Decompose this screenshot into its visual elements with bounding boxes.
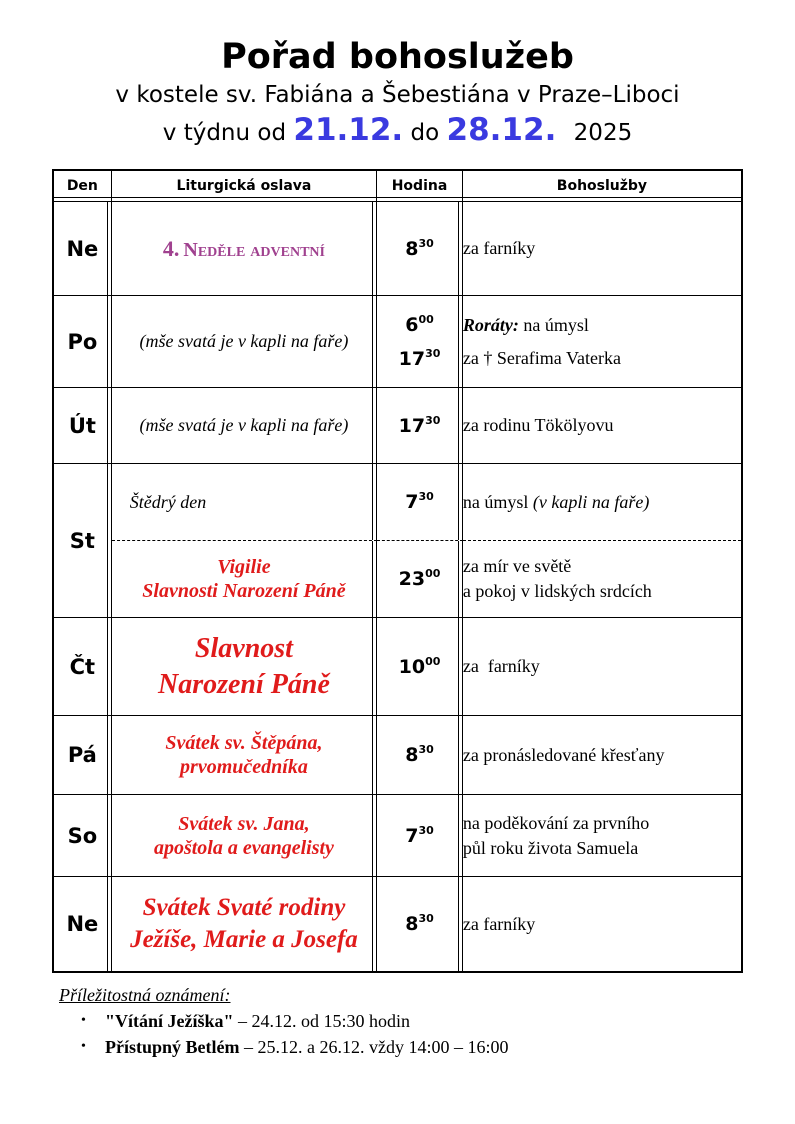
celebration-cell bbox=[112, 716, 377, 795]
time-cell bbox=[377, 877, 463, 971]
service-line bbox=[463, 313, 741, 338]
service-line: za mír ve světě bbox=[462, 556, 572, 576]
time-minute: 30 bbox=[418, 743, 434, 756]
celebration-number: 4. bbox=[162, 235, 180, 261]
time-minute: 30 bbox=[425, 346, 441, 360]
service-cell: za farníky bbox=[462, 913, 536, 934]
time-hour: 23 bbox=[398, 568, 426, 590]
bullet-icon: • bbox=[81, 1039, 86, 1054]
service-cell: za rodinu Tökölyovu bbox=[463, 388, 741, 464]
time-hour: 10 bbox=[398, 655, 426, 678]
table-row bbox=[54, 464, 741, 541]
date-from: 21.12. bbox=[293, 112, 404, 148]
celebration-line: Slavnost bbox=[194, 632, 293, 664]
time-line bbox=[377, 310, 462, 340]
time-minute: 00 bbox=[418, 312, 434, 326]
time-minute: 00 bbox=[425, 567, 441, 580]
service-note: (v kapli na faře) bbox=[532, 491, 650, 512]
column-header-day: Den bbox=[54, 171, 112, 202]
day-cell: So bbox=[54, 795, 112, 877]
time-minute: 30 bbox=[425, 413, 441, 427]
day-cell: Čt bbox=[54, 618, 112, 716]
time-cell bbox=[377, 464, 463, 541]
celebration-line: Vigilie bbox=[217, 556, 271, 578]
service-cell bbox=[463, 541, 741, 618]
celebration-cell bbox=[112, 202, 377, 296]
announcements-title: Příležitostná oznámení: bbox=[59, 985, 231, 1005]
day-cell: St bbox=[54, 464, 112, 618]
time-minute: 30 bbox=[418, 236, 434, 250]
service-line: na poděkování za prvního bbox=[462, 812, 650, 833]
time-line bbox=[377, 344, 462, 374]
time-hour: 8 bbox=[405, 237, 419, 260]
celebration-line: Svátek Svaté rodiny bbox=[142, 894, 346, 921]
table-row bbox=[54, 618, 741, 716]
celebration-cell bbox=[112, 541, 377, 618]
time-hour: 6 bbox=[405, 313, 419, 336]
day-cell: Ne bbox=[54, 202, 112, 296]
time-minute: 30 bbox=[418, 912, 434, 925]
time-hour: 7 bbox=[405, 824, 419, 847]
service-line: za † Serafima Vaterka bbox=[462, 347, 621, 368]
announcement-text: – 24.12. od 15:30 hodin bbox=[233, 1011, 411, 1031]
time-hour: 17 bbox=[398, 347, 426, 370]
celebration-line: Narození Páně bbox=[157, 668, 330, 700]
date-middle: do bbox=[410, 120, 440, 146]
time-hour: 7 bbox=[405, 491, 419, 513]
service-label: Roráty: bbox=[462, 314, 519, 335]
celebration-text: (mše svatá je v kapli na faře) bbox=[139, 415, 349, 435]
celebration-line: Svátek sv. Jana, bbox=[178, 812, 310, 835]
table-header-row bbox=[54, 171, 741, 202]
time-minute: 00 bbox=[425, 654, 441, 668]
time-hour: 17 bbox=[398, 414, 426, 437]
day-cell: Po bbox=[54, 296, 112, 388]
celebration-text: (mše svatá je v kapli na faře) bbox=[139, 331, 349, 351]
table-row bbox=[54, 388, 741, 464]
day-cell: Pá bbox=[54, 716, 112, 795]
time-minute: 30 bbox=[418, 823, 434, 837]
week-prefix: v týdnu od bbox=[162, 120, 287, 146]
table-row bbox=[54, 877, 741, 971]
church-subtitle: v kostele sv. Fabiána a Šebestiána v Praze–Liboci bbox=[115, 82, 680, 108]
time-minute: 30 bbox=[418, 490, 434, 503]
day-cell: Út bbox=[54, 388, 112, 464]
time-cell bbox=[377, 541, 463, 618]
service-text: na úmysl bbox=[518, 314, 589, 335]
announcements bbox=[59, 985, 508, 1060]
celebration-cell bbox=[112, 464, 377, 541]
table-row bbox=[54, 541, 741, 618]
time-hour: 8 bbox=[405, 913, 419, 935]
announcement-bold: Přístupný Betlém bbox=[105, 1037, 240, 1057]
service-cell: za farníky bbox=[463, 202, 741, 296]
schedule-table bbox=[52, 169, 743, 973]
column-header-time: Hodina bbox=[377, 171, 463, 202]
celebration-line: prvomučedníka bbox=[180, 756, 308, 778]
time-cell bbox=[377, 296, 463, 388]
time-cell bbox=[377, 716, 463, 795]
service-cell bbox=[463, 795, 741, 877]
column-header-celebration: Liturgická oslava bbox=[112, 171, 377, 202]
celebration-line: Ježíše, Marie a Josefa bbox=[130, 926, 358, 953]
table-row bbox=[54, 716, 741, 795]
list-item bbox=[81, 1034, 509, 1060]
announcements-list bbox=[59, 1008, 508, 1060]
day-cell: Ne bbox=[54, 877, 112, 971]
service-cell: za farníky bbox=[463, 618, 741, 716]
service-cell bbox=[463, 296, 741, 388]
celebration-text: Neděle adventní bbox=[183, 238, 325, 261]
announcement-text: – 25.12. a 26.12. vždy 14:00 – 16:00 bbox=[239, 1037, 509, 1057]
service-cell bbox=[463, 464, 741, 541]
celebration-line: Slavnosti Narození Páně bbox=[142, 580, 346, 602]
celebration-line: Svátek sv. Štěpána, bbox=[165, 732, 323, 754]
column-header-services: Bohoslužby bbox=[463, 171, 741, 202]
celebration-line: apoštola a evangelisty bbox=[153, 836, 334, 859]
time-cell bbox=[377, 618, 463, 716]
page-title: Pořad bohoslužeb bbox=[221, 37, 574, 77]
time-cell bbox=[377, 388, 463, 464]
celebration-cell bbox=[112, 618, 377, 716]
celebration-cell bbox=[112, 296, 377, 388]
time-cell bbox=[377, 795, 463, 877]
year: 2025 bbox=[573, 120, 633, 146]
celebration-cell bbox=[112, 388, 377, 464]
time-hour: 8 bbox=[405, 744, 419, 766]
celebration-text: Štědrý den bbox=[129, 491, 207, 512]
table-row bbox=[54, 795, 741, 877]
celebration-cell bbox=[112, 795, 377, 877]
announcement-bold: "Vítání Ježíška" bbox=[105, 1011, 234, 1031]
date-to: 28.12. bbox=[446, 112, 557, 148]
week-range bbox=[0, 110, 795, 153]
service-cell: za pronásledované křesťany bbox=[463, 716, 741, 795]
celebration-cell bbox=[112, 877, 377, 971]
service-line: půl roku života Samuela bbox=[462, 837, 639, 858]
service-line: a pokoj v lidských srdcích bbox=[462, 581, 652, 601]
list-item bbox=[81, 1008, 508, 1034]
table-row bbox=[54, 202, 741, 296]
bullet-icon: • bbox=[81, 1013, 86, 1028]
table-row bbox=[54, 296, 741, 388]
service-text: na úmysl bbox=[462, 491, 533, 512]
time-cell bbox=[377, 202, 463, 296]
